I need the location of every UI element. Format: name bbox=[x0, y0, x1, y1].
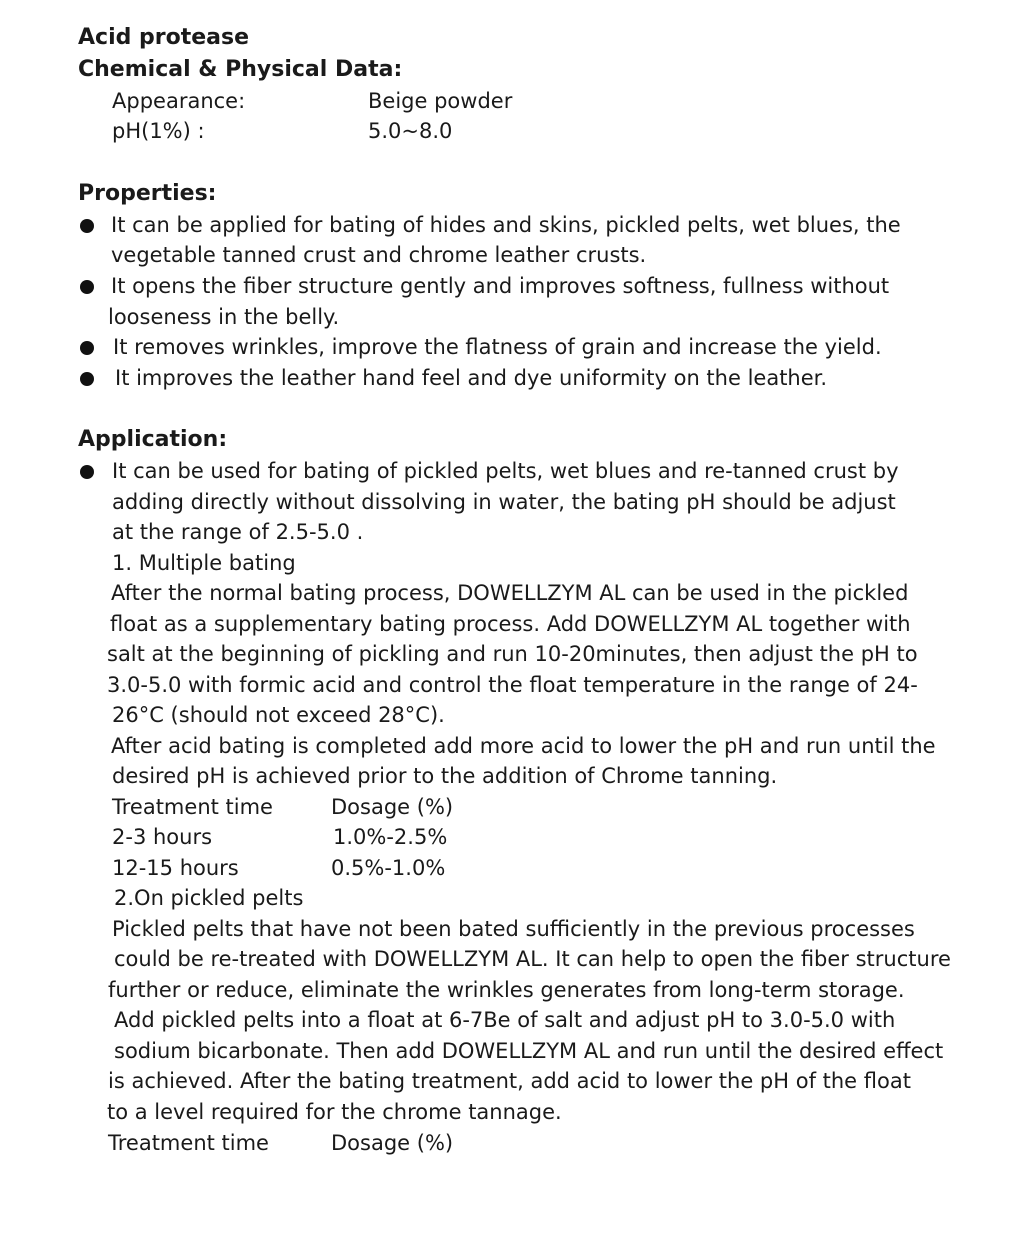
section-2-para-line-5: sodium bicarbonate. Then add DOWELLZYM AL and run until the desired effect bbox=[114, 1039, 944, 1063]
property-1-line-1: It can be applied for bating of hides and skins, pickled pelts, wet blues, the bbox=[111, 213, 901, 237]
ph-label: pH(1%) : bbox=[112, 119, 205, 143]
section-2-title: 2.On pickled pelts bbox=[114, 886, 304, 910]
property-4-line-1: It improves the leather hand feel and dye uniformity on the leather. bbox=[115, 366, 828, 390]
table-1-header-time: Treatment time bbox=[112, 795, 273, 819]
bullet-icon bbox=[80, 465, 94, 479]
application-intro-line-2: adding directly without dissolving in water, the bating pH should be adjust bbox=[112, 490, 896, 514]
table-1-row-2-time: 12-15 hours bbox=[112, 856, 239, 880]
section-2-para-line-3: further or reduce, eliminate the wrinkles generates from long-term storage. bbox=[108, 978, 905, 1002]
application-intro-line-1: It can be used for bating of pickled pelts, wet blues and re-tanned crust by bbox=[112, 459, 899, 483]
section-1-para-line-4: 3.0-5.0 with formic acid and control the float temperature in the range of 24- bbox=[107, 673, 918, 697]
application-heading: Application: bbox=[78, 427, 228, 452]
table-2-header-time: Treatment time bbox=[108, 1131, 269, 1155]
bullet-icon bbox=[80, 219, 94, 233]
section-1-para-line-1: After the normal bating process, DOWELLZYM AL can be used in the pickled bbox=[111, 581, 909, 605]
section-1-para-line-5: 26°C (should not exceed 28°C). bbox=[112, 703, 445, 727]
section-2-para-line-1: Pickled pelts that have not been bated sufficiently in the previous processes bbox=[112, 917, 915, 941]
properties-heading: Properties: bbox=[78, 181, 217, 206]
property-3-line-1: It removes wrinkles, improve the flatness of grain and increase the yield. bbox=[113, 335, 882, 359]
table-1-row-1-time: 2-3 hours bbox=[112, 825, 213, 849]
section-2-para-line-6: is achieved. After the bating treatment, add acid to lower the pH of the float bbox=[108, 1069, 911, 1093]
chem-data-heading: Chemical & Physical Data: bbox=[78, 57, 403, 82]
bullet-icon bbox=[80, 372, 94, 386]
property-1-line-2: vegetable tanned crust and chrome leather crusts. bbox=[111, 243, 647, 267]
section-1-para-line-2: float as a supplementary bating process. Add DOWELLZYM AL together with bbox=[110, 612, 911, 636]
property-2-line-1: It opens the fiber structure gently and improves softness, fullness without bbox=[111, 274, 890, 298]
ph-value: 5.0~8.0 bbox=[368, 119, 453, 143]
document-title: Acid protease bbox=[78, 25, 250, 50]
table-1-row-2-dosage: 0.5%-1.0% bbox=[331, 856, 446, 880]
appearance-label: Appearance: bbox=[112, 89, 246, 113]
section-1-para-line-7: desired pH is achieved prior to the addition of Chrome tanning. bbox=[112, 764, 778, 788]
property-2-line-2: looseness in the belly. bbox=[108, 305, 340, 329]
table-2-header-dosage: Dosage (%) bbox=[331, 1131, 454, 1155]
section-2-para-line-2: could be re-treated with DOWELLZYM AL. It can help to open the fiber structure bbox=[114, 947, 951, 971]
bullet-icon bbox=[80, 280, 94, 294]
appearance-value: Beige powder bbox=[368, 89, 513, 113]
application-intro-line-3: at the range of 2.5-5.0 . bbox=[112, 520, 364, 544]
table-1-row-1-dosage: 1.0%-2.5% bbox=[333, 825, 448, 849]
section-2-para-line-7: to a level required for the chrome tannage. bbox=[107, 1100, 562, 1124]
section-1-title: 1. Multiple bating bbox=[112, 551, 296, 575]
table-1-header-dosage: Dosage (%) bbox=[331, 795, 454, 819]
bullet-icon bbox=[80, 341, 94, 355]
section-1-para-line-3: salt at the beginning of pickling and run 10-20minutes, then adjust the pH to bbox=[107, 642, 918, 666]
section-1-para-line-6: After acid bating is completed add more acid to lower the pH and run until the bbox=[111, 734, 936, 758]
section-2-para-line-4: Add pickled pelts into a float at 6-7Be of salt and adjust pH to 3.0-5.0 with bbox=[114, 1008, 896, 1032]
